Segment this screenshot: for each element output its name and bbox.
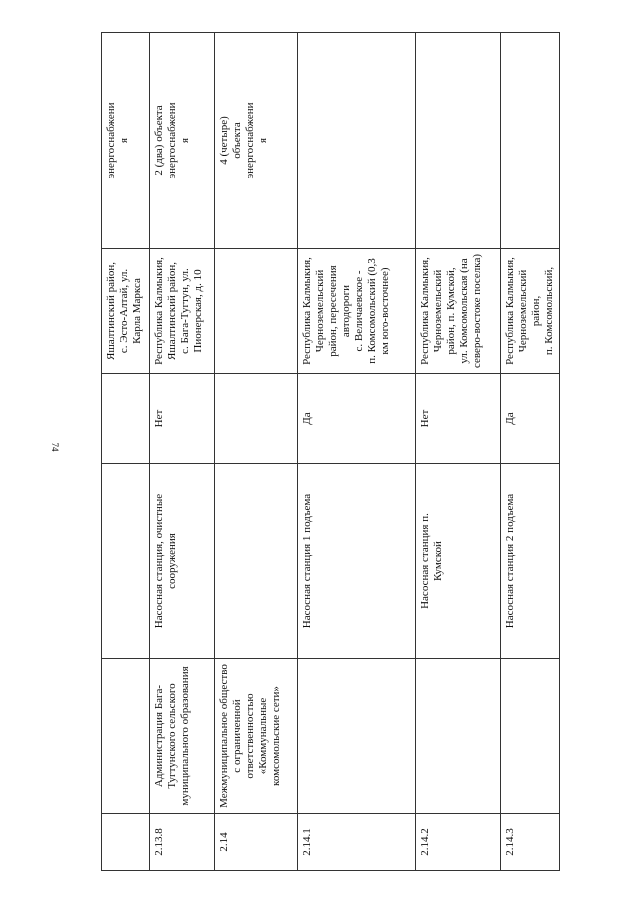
cell-address — [215, 249, 298, 374]
cell-address: Республика Калмыкия, Яшалтинский район, с. Бага-Тугтун, ул. Пионерская, д. 10 — [150, 249, 215, 374]
cell-object: Насосная станция 1 подъема — [298, 464, 416, 659]
cell-number: 2.14.1 — [298, 814, 416, 871]
cell-organization — [501, 659, 560, 814]
cell-organization: Администрация Бага-Тугтунского сельского муниципального образования — [150, 659, 215, 814]
table-row — [150, 33, 215, 871]
table-row — [102, 33, 150, 871]
cell-address: Республика Калмыкия, Черноземельский район, п. Комсомольский, — [501, 249, 560, 374]
cell-organization: Межмуниципальное общество с ограниченной ответственностью «Коммунальные комсомольские сети» — [215, 659, 298, 814]
cell-note: 2 (два) объекта энергоснабжени я — [150, 33, 215, 249]
cell-organization — [102, 659, 150, 814]
cell-note — [298, 33, 416, 249]
cell-organization — [416, 659, 501, 814]
cell-object: Насосная станция 2 подъема — [501, 464, 560, 659]
cell-number: 2.14 — [215, 814, 298, 871]
cell-object — [215, 464, 298, 659]
cell-note — [416, 33, 501, 249]
cell-number: 2.14.3 — [501, 814, 560, 871]
rotated-table-wrapper — [101, 33, 555, 871]
cell-flag — [102, 374, 150, 464]
cell-number: 2.13.8 — [150, 814, 215, 871]
cell-flag — [215, 374, 298, 464]
cell-address: Республика Калмыкия, Черноземельский район, п. Кумской, ул. Комсомольская (на северо-востоке поселка) — [416, 249, 501, 374]
cell-address: Республика Калмыкия, Черноземельский район, пересечения автодороги с. Величаевское - п. Комсомольский (0,3 км юго-восточнее) — [298, 249, 416, 374]
cell-number: 2.14.2 — [416, 814, 501, 871]
table-row — [416, 33, 501, 871]
cell-object: Насосная станция п. Кумской — [416, 464, 501, 659]
cell-note — [501, 33, 560, 249]
cell-number — [102, 814, 150, 871]
cell-organization — [298, 659, 416, 814]
objects-table — [101, 32, 560, 871]
cell-flag: Нет — [416, 374, 501, 464]
cell-note: 4 (четыре) объекта энергоснабжени я — [215, 33, 298, 249]
cell-object — [102, 464, 150, 659]
cell-note: энергоснабжени я — [102, 33, 150, 249]
table-row — [298, 33, 416, 871]
table-row — [215, 33, 298, 871]
cell-flag: Да — [501, 374, 560, 464]
cell-object: Насосная станция, очистные сооружения — [150, 464, 215, 659]
cell-address: Яшалтинский район, с. Эсто-Алтай, ул. Карла Маркса — [102, 249, 150, 374]
cell-flag: Нет — [150, 374, 215, 464]
cell-flag: Да — [298, 374, 416, 464]
table-row — [501, 33, 560, 871]
page-number: 74 — [50, 442, 60, 452]
